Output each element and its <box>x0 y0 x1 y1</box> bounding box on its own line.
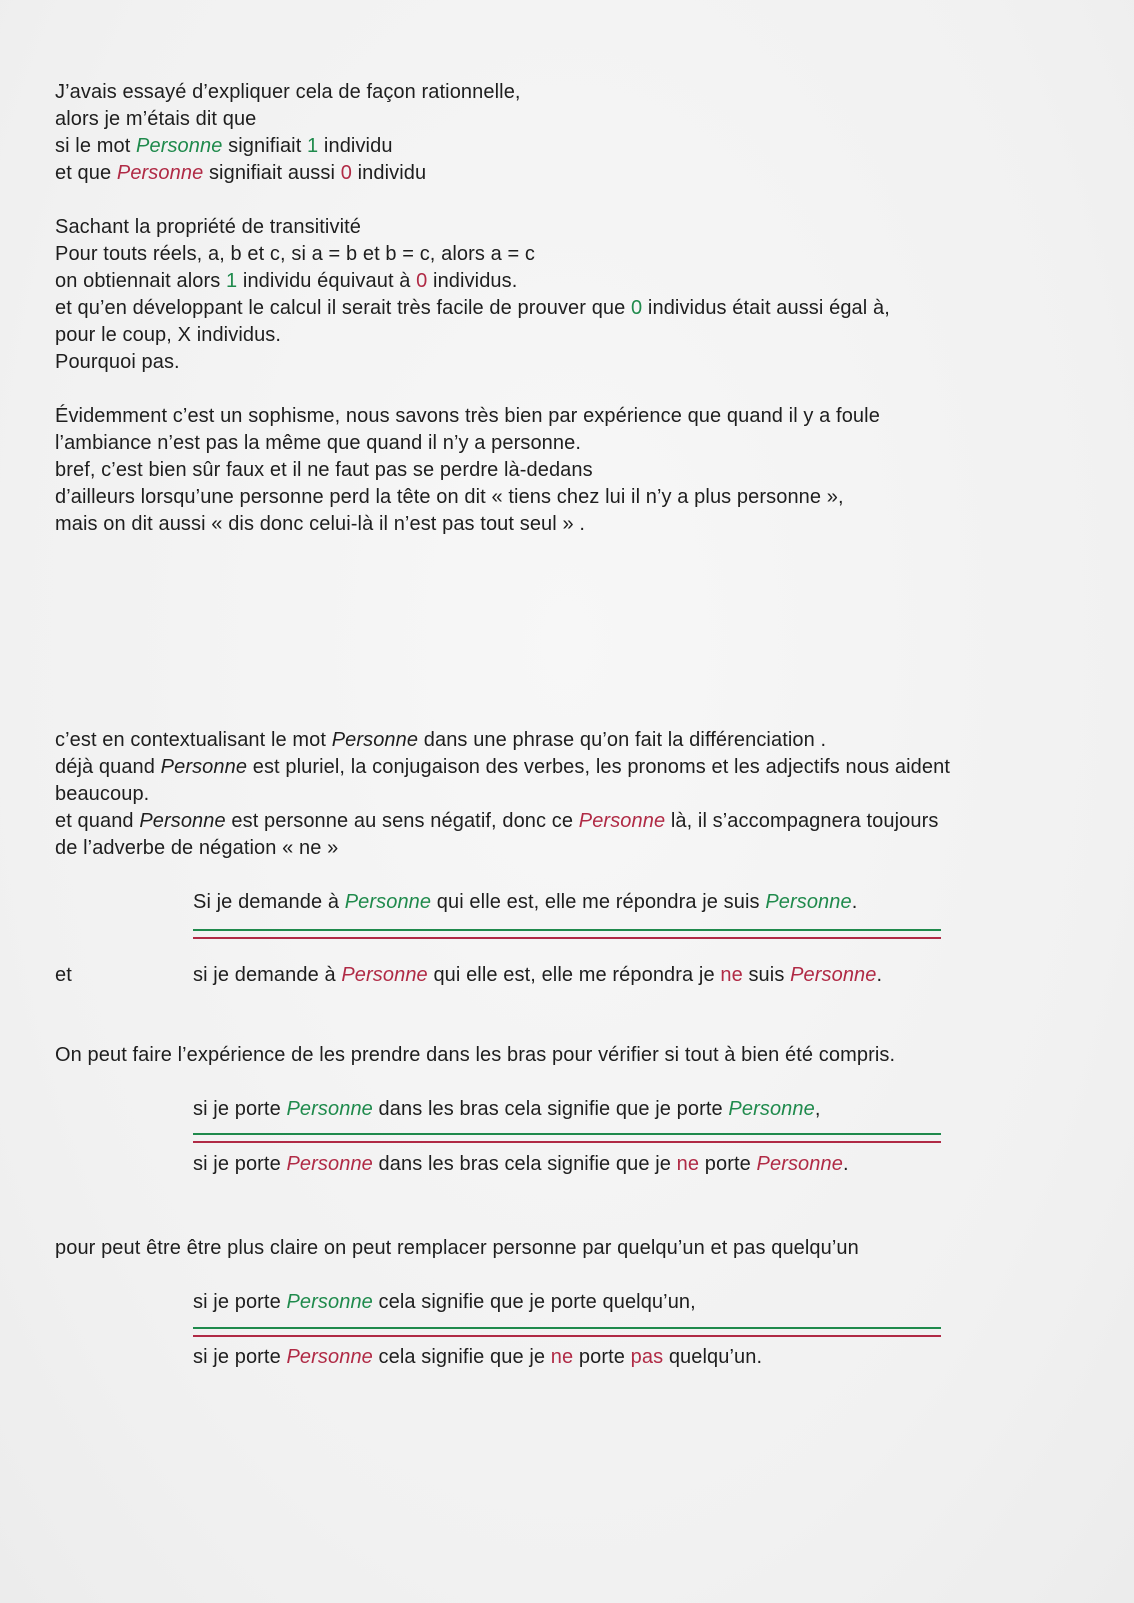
word-personne-green: Personne <box>136 135 223 157</box>
word-ne: ne <box>720 964 743 986</box>
p4-line-5: de l’adverbe de négation « ne » <box>55 837 339 859</box>
word-personne-red: Personne <box>578 810 666 832</box>
green-rule <box>193 1133 941 1135</box>
text: c’est en contextualisant le mot <box>55 729 332 751</box>
text: , <box>814 1098 821 1120</box>
et-label: et <box>55 964 72 986</box>
text: est personne au sens négatif, donc ce <box>225 810 579 832</box>
p2-line-4 <box>55 295 890 322</box>
green-rule <box>193 1327 941 1329</box>
word-personne: Personne <box>139 810 226 832</box>
word-personne-red: Personne <box>116 162 204 184</box>
p1-line-3 <box>55 133 393 160</box>
red-rule <box>193 1335 941 1337</box>
p1-line-4 <box>55 160 426 187</box>
p5-line: On peut faire l’expérience de les prendre dans les bras pour vérifier si tout à bien été compris. <box>55 1044 896 1066</box>
text: qui elle est, elle me répondra je <box>427 964 721 986</box>
text: . <box>842 1153 849 1175</box>
text: là, il s’accompagnera toujours <box>665 810 939 832</box>
text: . <box>876 964 883 986</box>
text: si le mot <box>55 135 137 157</box>
p2-line-2: Pour touts réels, a, b et c, si a = b et b = c, alors a = c <box>55 243 536 265</box>
text: cela signifie que je porte quelqu’un, <box>372 1291 696 1313</box>
word-personne-green: Personne <box>286 1098 373 1120</box>
example-3-positive <box>193 1289 696 1316</box>
word-personne-red: Personne <box>286 1346 373 1368</box>
text: individu <box>351 162 427 184</box>
word-ne: ne <box>676 1153 700 1175</box>
text: et qu’en développant le calcul il serait très facile de prouver que <box>55 297 632 319</box>
example-1-negative <box>193 962 882 989</box>
word-personne-red: Personne <box>756 1153 843 1175</box>
text: porte <box>573 1346 631 1368</box>
p4-line-4 <box>55 808 938 835</box>
example-2-positive <box>193 1096 821 1123</box>
word-personne-red: Personne <box>341 964 428 986</box>
text: et quand <box>55 810 140 832</box>
p2-line-3 <box>55 268 517 295</box>
text: suis <box>742 964 791 986</box>
p4-line-1 <box>55 727 826 754</box>
example-2-negative <box>193 1151 849 1178</box>
p2-line-6: Pourquoi pas. <box>55 351 180 373</box>
text: si je porte <box>193 1153 287 1175</box>
example-1-positive <box>193 889 857 916</box>
p3-line-1: Évidemment c’est un sophisme, nous savons très bien par expérience que quand il y a foule <box>55 405 880 427</box>
red-rule <box>193 1141 941 1143</box>
text: Si je demande à <box>193 891 345 913</box>
text: dans les bras cela signifie que je <box>372 1153 677 1175</box>
word-pas: pas <box>630 1346 664 1368</box>
text: . <box>851 891 858 913</box>
word-personne-red: Personne <box>790 964 877 986</box>
text: individus. <box>427 270 518 292</box>
word-personne-green: Personne <box>765 891 852 913</box>
word-personne-green: Personne <box>286 1291 373 1313</box>
text: individu équivaut à <box>237 270 417 292</box>
text: individu <box>318 135 393 157</box>
p3-line-4: d’ailleurs lorsqu’une personne perd la tête on dit « tiens chez lui il n’y a plus personne », <box>55 486 844 508</box>
green-rule <box>193 929 941 931</box>
p6-line: pour peut être être plus claire on peut remplacer personne par quelqu’un et pas quelqu’un <box>55 1237 859 1259</box>
text: est pluriel, la conjugaison des verbes, les pronoms et les adjectifs nous aident <box>247 756 951 778</box>
word-personne-green: Personne <box>728 1098 815 1120</box>
text: cela signifie que je <box>372 1346 551 1368</box>
p2-line-1: Sachant la propriété de transitivité <box>55 216 361 238</box>
text: porte <box>699 1153 757 1175</box>
word-personne: Personne <box>160 756 248 778</box>
word-ne: ne <box>550 1346 574 1368</box>
text: si je porte <box>193 1291 287 1313</box>
p4-line-3: beaucoup. <box>55 783 150 805</box>
red-rule <box>193 937 941 939</box>
text: signifiait <box>222 135 308 157</box>
word-personne-green: Personne <box>344 891 432 913</box>
number-zero: 0 <box>631 297 643 319</box>
text: signifiait aussi <box>203 162 341 184</box>
p1-line-2: alors je m’étais dit que <box>55 108 257 130</box>
text: si je porte <box>193 1098 287 1120</box>
text: et que <box>55 162 117 184</box>
p3-line-3: bref, c’est bien sûr faux et il ne faut pas se perdre là-dedans <box>55 459 593 481</box>
text: dans une phrase qu’on fait la différenciation . <box>418 729 827 751</box>
word-personne: Personne <box>331 729 419 751</box>
number-one: 1 <box>226 270 238 292</box>
p3-line-5: mais on dit aussi « dis donc celui-là il n’est pas tout seul » . <box>55 513 586 535</box>
text: dans les bras cela signifie que je porte <box>372 1098 729 1120</box>
number-one: 1 <box>307 135 319 157</box>
p4-line-2 <box>55 754 950 781</box>
text: si je porte <box>193 1346 287 1368</box>
text: déjà quand <box>55 756 161 778</box>
p2-line-5: pour le coup, X individus. <box>55 324 282 346</box>
number-zero: 0 <box>416 270 428 292</box>
text: individus était aussi égal à, <box>642 297 890 319</box>
p3-line-2: l’ambiance n’est pas la même que quand il n’y a personne. <box>55 432 582 454</box>
text: on obtiennait alors <box>55 270 227 292</box>
text: si je demande à <box>193 964 342 986</box>
text: quelqu’un. <box>663 1346 763 1368</box>
example-3-negative <box>193 1344 762 1371</box>
number-zero: 0 <box>340 162 352 184</box>
text: qui elle est, elle me répondra je suis <box>431 891 766 913</box>
word-personne-red: Personne <box>286 1153 373 1175</box>
p1-line-1: J’avais essayé d’expliquer cela de façon rationnelle, <box>55 81 521 103</box>
